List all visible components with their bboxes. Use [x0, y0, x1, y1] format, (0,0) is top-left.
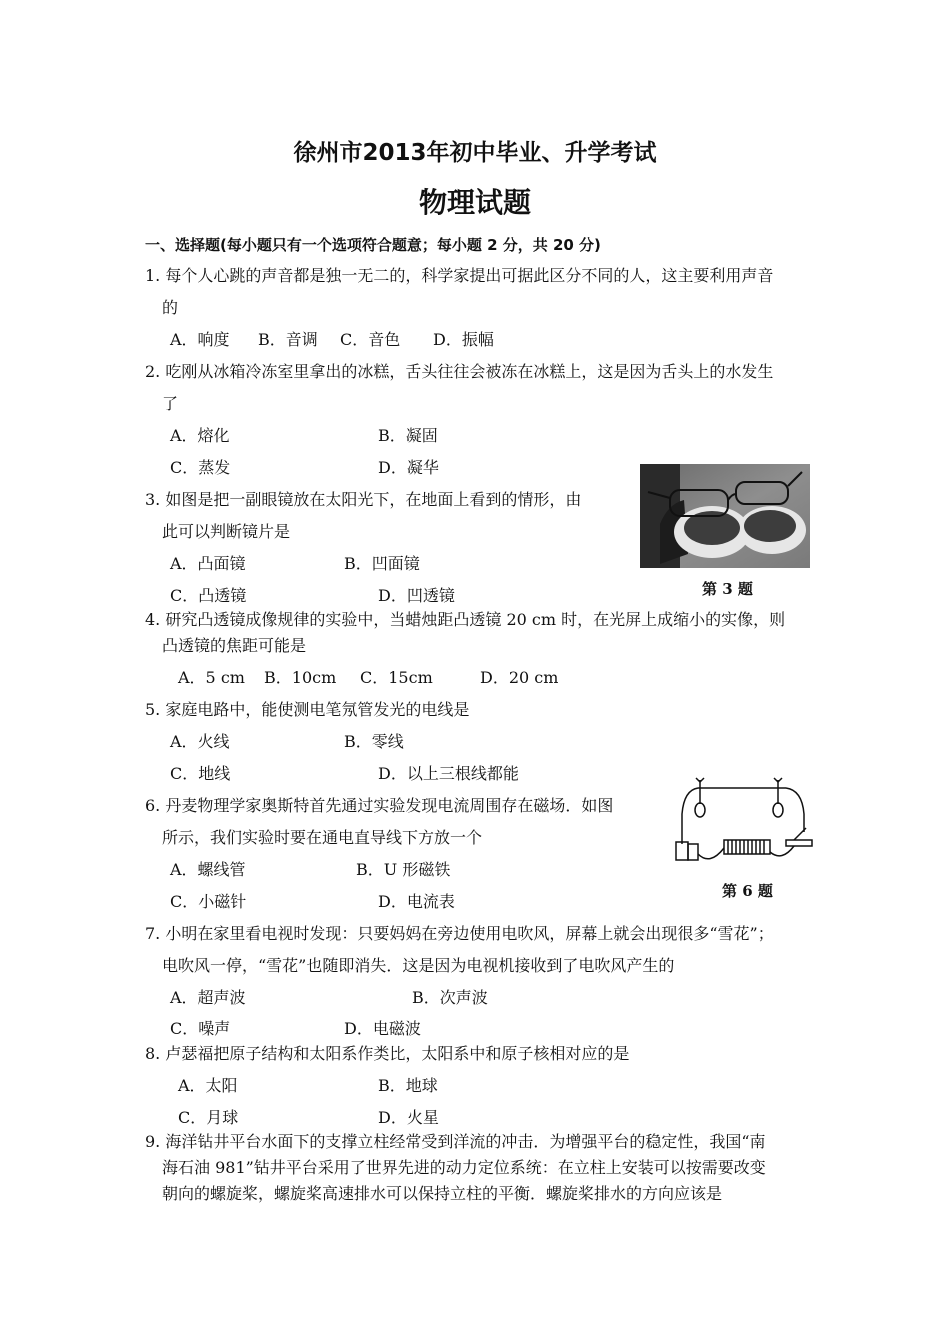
q1-option-b: B．音调 — [258, 330, 318, 349]
q7-option-c: C．噪声 — [170, 1019, 231, 1038]
q3-option-a: A．凸面镜 — [170, 554, 246, 573]
q4-option-b: B．10cm — [264, 668, 337, 687]
q9-line-2: 海石油 981”钻井平台采用了世界先进的动力定位系统：在立柱上安装可以按需要改变 — [162, 1158, 766, 1177]
q5-line-1: 5. 家庭电路中，能使测电笔氖管发光的电线是 — [145, 700, 470, 719]
q2-option-c: C．蒸发 — [170, 458, 231, 477]
q6-option-d: D．电流表 — [378, 892, 455, 911]
q6-option-b: B．U 形磁铁 — [356, 860, 451, 879]
q3-option-c: C．凸透镜 — [170, 586, 247, 605]
q7-option-a: A．超声波 — [170, 988, 246, 1007]
q7-line-1: 7. 小明在家里看电视时发现：只要妈妈在旁边使用电吹风，屏幕上就会出现很多“雪花”； — [145, 924, 774, 943]
q2-option-b: B．凝固 — [378, 426, 438, 445]
exam-title: 徐州市2013年初中毕业、升学考试 — [293, 140, 657, 166]
q9-line-3: 朝向的螺旋桨，螺旋桨高速排水可以保持立柱的平衡．螺旋桨排水的方向应该是 — [162, 1184, 723, 1203]
q4-option-d: D．20 cm — [480, 668, 559, 687]
q3-line-2: 此可以判断镜片是 — [162, 522, 291, 541]
q2-option-a: A．熔化 — [170, 426, 230, 445]
figure-6-caption: 第 6 题 — [722, 882, 773, 900]
q1-option-d: D．振幅 — [433, 330, 494, 349]
q8-line-1: 8. 卢瑟福把原子结构和太阳系作类比，太阳系中和原子核相对应的是 — [145, 1044, 630, 1063]
glasses-shadow-photo — [640, 464, 810, 568]
q3-option-d: D．凹透镜 — [378, 586, 455, 605]
q5-option-d: D．以上三根线都能 — [378, 764, 519, 783]
q1-line-2: 的 — [162, 298, 179, 317]
q4-line-2: 凸透镜的焦距可能是 — [162, 636, 307, 655]
q9-line-1: 9. 海洋钻井平台水面下的支撑立柱经常受到洋流的冲击．为增强平台的稳定性，我国“南 — [145, 1132, 766, 1151]
q8-option-d: D．火星 — [378, 1108, 439, 1127]
q2-line-1: 2. 吃刚从冰箱冷冻室里拿出的冰糕，舌头往往会被冻在冰糕上，这是因为舌头上的水发生 — [145, 362, 774, 381]
q8-option-b: B．地球 — [378, 1076, 438, 1095]
q6-option-a: A．螺线管 — [170, 860, 246, 879]
q1-option-c: C．音色 — [340, 330, 401, 349]
figure-3-caption: 第 3 题 — [702, 580, 753, 598]
q5-option-c: C．地线 — [170, 764, 231, 783]
q5-option-b: B．零线 — [344, 732, 404, 751]
q7-option-b: B．次声波 — [412, 988, 488, 1007]
q1-line-1: 1. 每个人心跳的声音都是独一无二的，科学家提出可据此区分不同的人，这主要利用声音 — [145, 266, 774, 285]
q6-line-1: 6. 丹麦物理学家奥斯特首先通过实验发现电流周围存在磁场．如图 — [145, 796, 614, 815]
q5-option-a: A．火线 — [170, 732, 230, 751]
q8-option-a: A．太阳 — [178, 1076, 238, 1095]
q7-line-2: 电吹风一停，“雪花”也随即消失．这是因为电视机接收到了电吹风产生的 — [162, 956, 675, 975]
q6-option-c: C．小磁针 — [170, 892, 247, 911]
q4-line-1: 4. 研究凸透镜成像规律的实验中，当蜡烛距凸透镜 20 cm 时，在光屏上成缩小的实像，则 — [145, 610, 786, 629]
q3-option-b: B．凹面镜 — [344, 554, 420, 573]
q4-option-a: A．5 cm — [178, 668, 245, 687]
q6-line-2: 所示，我们实验时要在通电直导线下方放一个 — [162, 828, 483, 847]
q2-option-d: D．凝华 — [378, 458, 439, 477]
subject-title: 物理试题 — [418, 186, 531, 219]
q1-option-a: A．响度 — [170, 330, 230, 349]
oersted-circuit-figure — [670, 774, 816, 870]
section-heading: 一、选择题(每小题只有一个选项符合题意；每小题 2 分，共 20 分) — [145, 236, 601, 254]
q4-option-c: C．15cm — [360, 668, 433, 687]
q3-line-1: 3. 如图是把一副眼镜放在太阳光下，在地面上看到的情形，由 — [145, 490, 582, 509]
q2-line-2: 了 — [162, 394, 179, 413]
q7-option-d: D．电磁波 — [344, 1019, 421, 1038]
q8-option-c: C．月球 — [178, 1108, 239, 1127]
